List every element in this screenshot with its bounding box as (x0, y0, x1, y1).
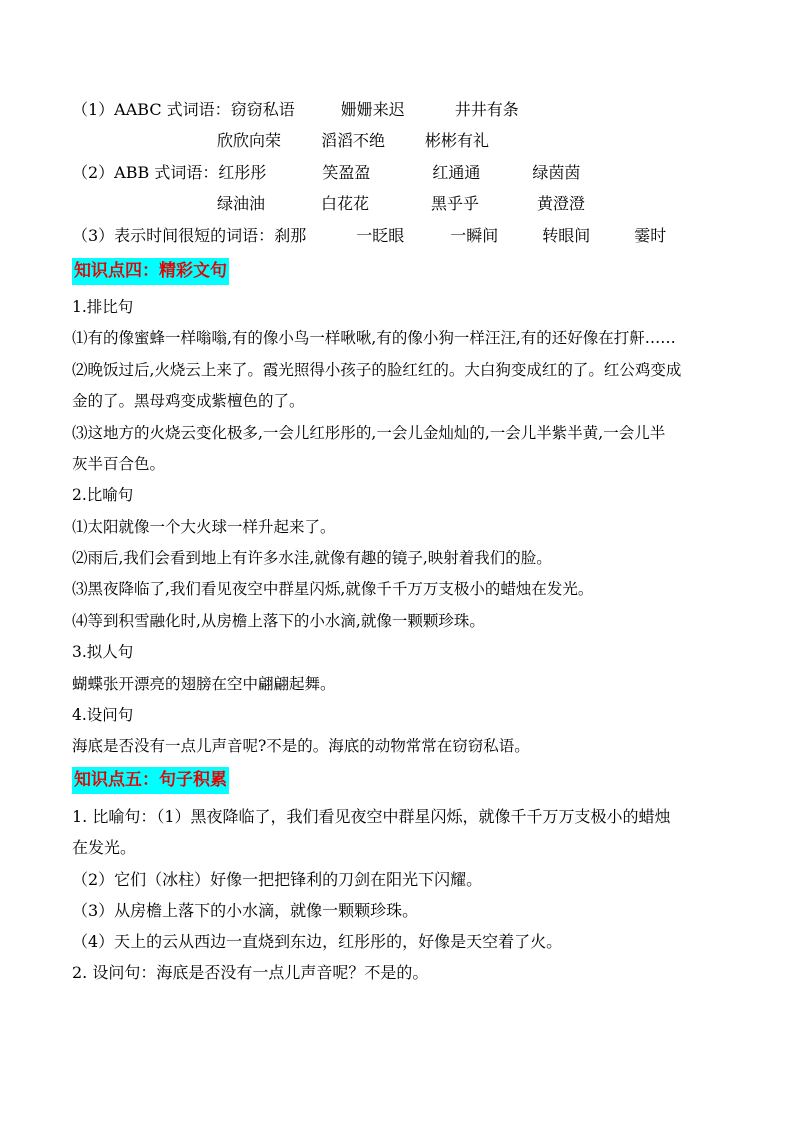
word: 黄澄澄 (537, 194, 586, 213)
word: 红通通 (432, 163, 481, 182)
word: 井井有条 (454, 100, 519, 119)
word: 红彤彤 (218, 163, 267, 182)
biyu-line: ⑷等到积雪融化时,从房檐上落下的小水滴,就像一颗颗珍珠。 (72, 612, 485, 630)
paibi-line: ⑴有的像蜜蜂一样嗡嗡,有的像小鸟一样啾啾,有的像小狗一样汪汪,有的还好像在打鼾…… (72, 329, 676, 347)
sentence-line: （2）它们（冰柱）好像一把把锋利的刀剑在阳光下闪耀。 (72, 870, 483, 889)
biyu-title: 2.比喻句 (72, 486, 134, 504)
sentence-line: 2. 设问句：海底是否没有一点儿声音呢？不是的。 (72, 963, 429, 982)
word: 滔滔不绝 (321, 131, 386, 150)
word: 刹那 (274, 226, 307, 245)
sentence-line: 在发光。 (72, 838, 137, 857)
sentence-line: 1. 比喻句：（1）黑夜降临了，我们看见夜空中群星闪烁，就像千千万万支极小的蜡烛 (72, 807, 671, 826)
word: 霎时 (634, 226, 667, 245)
paibi-title: 1.排比句 (72, 298, 134, 316)
biyu-line: ⑵雨后,我们会看到地上有许多水洼,就像有趣的镜子,映射着我们的脸。 (72, 549, 552, 567)
paibi-line: 金的了。黑母鸡变成紫檀色的了。 (72, 392, 305, 410)
shewen-title: 4.设问句 (72, 706, 134, 724)
biyu-line: ⑶黑夜降临了,我们看见夜空中群星闪烁,就像千千万万支极小的蜡烛在发光。 (72, 580, 594, 598)
word: 彬彬有礼 (425, 131, 490, 150)
section4-heading: 知识点四：精彩文句 (72, 258, 229, 285)
section5-heading: 知识点五：句子积累 (72, 767, 229, 794)
word: 欣欣向荣 (217, 131, 282, 150)
niren-line: 蝴蝶张开漂亮的翅膀在空中翩翩起舞。 (72, 675, 336, 693)
word: 窃窃私语 (230, 100, 295, 119)
shewen-line: 海底是否没有一点儿声音呢?不是的。海底的动物常常在窃窃私语。 (72, 737, 530, 755)
niren-title: 3.拟人句 (72, 643, 134, 661)
paibi-line: 灰半百合色。 (72, 455, 166, 473)
aabc-row-2 (217, 130, 489, 152)
word: 转眼间 (542, 226, 591, 245)
word: 一眨眼 (356, 226, 405, 245)
aabc-label: （1）AABC 式词语： (72, 100, 231, 119)
word: 一瞬间 (450, 226, 499, 245)
word: 绿茵茵 (532, 163, 581, 182)
aabc-row-1 (72, 99, 519, 121)
word: 绿油油 (217, 194, 266, 213)
sentence-line: （4）天上的云从西边一直烧到东边，红彤彤的，好像是天空着了火。 (72, 932, 563, 951)
word: 黑乎乎 (431, 194, 480, 213)
word: 白花花 (321, 194, 370, 213)
abb-row-1 (72, 162, 580, 184)
paibi-line: ⑵晚饭过后,火烧云上来了。霞光照得小孩子的脸红红的。大白狗变成红的了。红公鸡变成 (72, 361, 682, 379)
abb-row-2 (217, 193, 585, 215)
paibi-line: ⑶这地方的火烧云变化极多,一会儿红彤彤的,一会儿金灿灿的,一会儿半紫半黄,一会儿半 (72, 424, 666, 442)
word: 笑盈盈 (322, 163, 371, 182)
biyu-line: ⑴太阳就像一个大火球一样升起来了。 (72, 518, 336, 536)
time-row (72, 225, 666, 247)
word: 姗姗来迟 (340, 100, 405, 119)
abb-label: （2）ABB 式词语： (72, 163, 219, 182)
time-label: （3）表示时间很短的词语： (72, 226, 275, 245)
sentence-line: （3）从房檐上落下的小水滴，就像一颗颗珍珠。 (72, 901, 419, 920)
